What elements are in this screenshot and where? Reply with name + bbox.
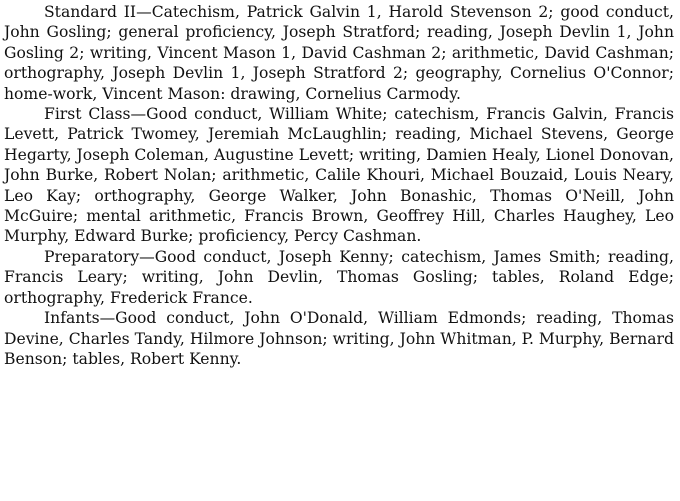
- paragraph-infants: Infants—Good conduct, John O'Donald, William Edmonds; reading, Thomas Devine, Charles Tandy, Hilmore Johnson; writing, John Whitman, P. Murphy, Bernard Benson; tables, Robert Kenny.: [4, 309, 674, 368]
- paragraph-first-class: First Class—Good conduct, William White; catechism, Francis Galvin, Francis Levett, Patrick Twomey, Jeremiah McLaughlin; reading, Michael Stevens, George Hegarty, Joseph Coleman, Augustine Levett; writing, Damien Healy, Lionel Donovan, John Burke, Robert Nolan; arithmetic, Calile Khouri, Michael Bouzaid, Louis Neary, Leo Kay; orthography, George Walker, John Bonashic, Thomas O'Neill, John McGuire; mental arithmetic, Francis Brown, Geoffrey Hill, Charles Haughey, Leo Murphy, Edward Burke; proficiency, Percy Cashman.: [4, 105, 675, 246]
- paragraph-standard-two: Standard II—Catechism, Patrick Galvin 1, Harold Stevenson 2; good conduct, John Gosling; general proficiency, Joseph Stratford; reading, Joseph Devlin 1, John Gosling 2; writing, Vincent Mason 1, David Cashman 2; arithmetic, David Cashman; orthography, Joseph Devlin 1, Joseph Stratford 2; geography, Cornelius O'Connor; home-work, Vincent Mason: drawing, Cornelius Carmody.: [4, 3, 674, 103]
- paragraph-preparatory: Preparatory—Good conduct, Joseph Kenny; catechism, James Smith; reading, Francis Leary; writing, John Devlin, Thomas Gosling; tables, Roland Edge; orthography, Frederick France.: [4, 247, 674, 307]
